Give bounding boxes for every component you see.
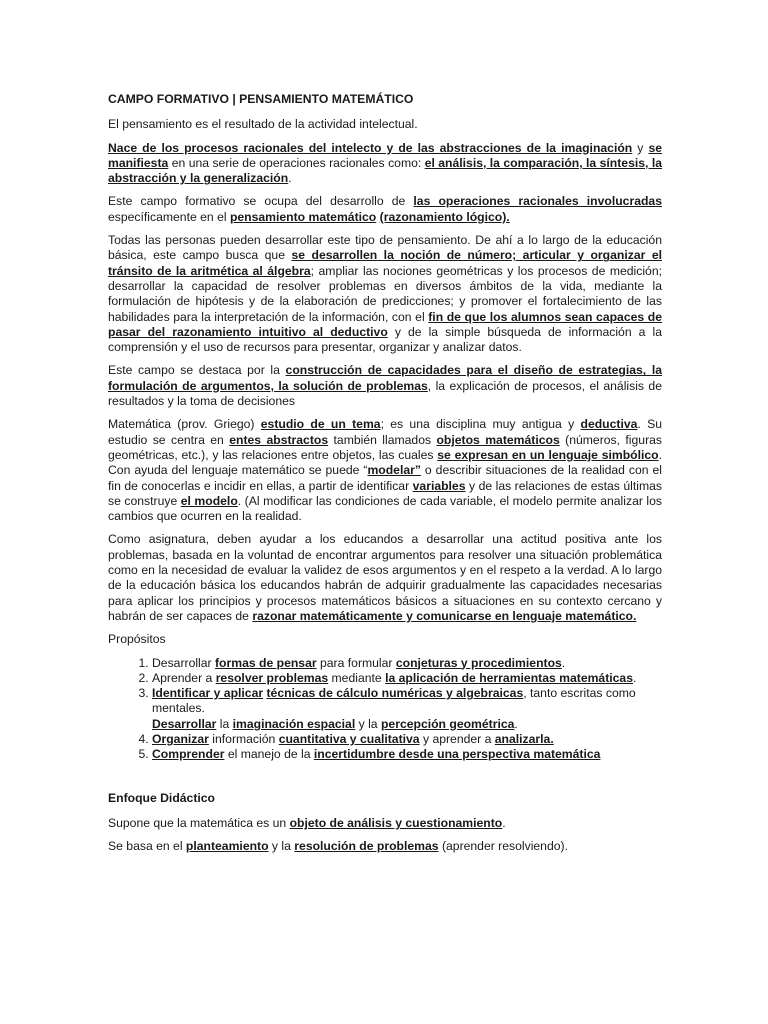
text-run: Desarrollar [152,655,215,670]
emphasis-text: planteamiento [185,839,269,854]
list-item [152,747,662,762]
emphasis-text: razonar matemáticamente y comunicarse en lenguaje matemático. [252,608,637,623]
emphasis-text: entes abstractos [229,432,329,447]
text-run: Este campo formativo se ocupa del desarrollo de [108,194,414,209]
text-run: . Con ayuda del lenguaje matemático se puede “ [108,447,662,478]
text-run: Matemática (prov. Griego) [108,417,261,432]
emphasis-text: Identificar y aplicar [152,686,264,701]
paragraph [108,839,662,854]
propositos-list [108,656,662,763]
text-run: y la [355,716,381,731]
page-title: CAMPO FORMATIVO | PENSAMIENTO MATEMÁTICO [108,92,414,106]
text-run: el manejo de la [224,747,314,762]
emphasis-text: se desarrollen la noción de número; articular y organizar el tránsito de la aritmética al álgebra [108,248,662,278]
list-item-extra [152,717,518,731]
text-run: mediante [328,670,386,685]
section-heading-propositos: Propósitos [108,632,166,647]
paragraph [108,532,662,624]
emphasis-text: fin de que los alumnos sean capaces de pasar del razonamiento intuitivo al deductivo [108,309,662,339]
paragraph [108,816,662,831]
text-run: y de la simple búsqueda de información a la comprensión y el uso de recursos para presentar, organizar y analizar datos. [108,324,662,355]
emphasis-text: incertidumbre desde una perspectiva matemática [313,747,601,762]
emphasis-text: objeto de análisis y cuestionamiento [289,815,503,830]
emphasis-text: Comprender [152,747,225,762]
emphasis-text: resolver problemas [215,670,329,685]
text-run: y aprender a [419,731,495,746]
text-run: Este campo se destaca por la [108,363,286,378]
text-run: . (Al modificar las condiciones de cada variable, el modelo permite analizar los cambios que ocurren en la realidad. [108,493,662,524]
text-run: Aprender a [152,670,216,685]
emphasis-text: variables [412,478,466,493]
emphasis-text: objetos matemáticos [436,432,560,447]
text-run: . [633,670,637,685]
text-run: ; es una disciplina muy antigua y [380,417,581,432]
emphasis-text: resolución de problemas [294,839,439,854]
emphasis-text: el modelo [180,493,238,508]
emphasis-text: conjeturas y procedimientos [395,655,562,670]
emphasis-text: pensamiento matemático [229,209,377,224]
text-run: para formular [316,655,396,670]
emphasis-text: Organizar [152,731,209,746]
text-run: (aprender resolviendo). [438,839,568,854]
list-item [152,686,662,732]
text-run: . [514,716,518,731]
emphasis-text: técnicas de cálculo numéricas y algebraicas [266,686,524,701]
text-run: . Su estudio se centra en [108,417,662,447]
emphasis-text: Nace de los procesos racionales del intelecto y de las abstracciones de la imaginación [108,140,633,155]
list-item [152,732,662,747]
text-run: información [208,731,279,746]
text-run: y [632,140,649,155]
text-run: Se basa en el [108,839,186,854]
text-run: Supone que la matemática es un [108,815,290,830]
list-item [152,671,662,686]
text-run: Como asignatura, deben ayudar a los educandos a desarrollar una actitud positiva ante los problemas, basada en la voluntad de encontrar argumentos para resolver una situación problemática como en la necesidad de evaluar la validez de esos argumentos y en el respeto a la verdad. A lo largo de la educación básica los educandos habrán de adquirir gradualmente las capacidades necesarias para aplicar los principios y procesos matemáticos básicos a situaciones en su contexto cercano y habrán de ser capaces de [108,532,662,623]
emphasis-text: la aplicación de herramientas matemáticas [385,670,633,685]
text-run: . [288,171,292,186]
text-run: ; ampliar las nociones geométricas y los procesos de medición; desarrollar la capacidad de resolver problemas en diversos ámbitos de la vida, mediante la formulación de hipótesis y de la elaboración de predicciones; y promover el fortalecimiento de las habilidades para la interpretación de la información, con el [108,263,662,324]
text-run: la [216,716,233,731]
emphasis-text: deductiva [580,417,638,432]
paragraph [108,141,662,187]
emphasis-text: imaginación espacial [232,716,356,731]
paragraph [108,363,662,409]
text-run: (números, figuras geométricas, etc.), y las relaciones entre objetos, las cuales [108,432,663,462]
emphasis-text: percepción geométrica [380,716,515,731]
emphasis-text: Desarrollar [152,716,217,731]
text-run: , tanto escritas como mentales. [152,686,636,716]
text-run: y la [268,839,295,854]
paragraph [108,233,662,355]
text-run: y de las relaciones de estas últimas se construye [108,478,662,508]
text-run: . [502,815,506,830]
emphasis-text: se expresan en un lenguaje simbólico [437,447,659,462]
document-body [108,92,662,862]
emphasis-text: (razonamiento lógico). [379,209,510,224]
emphasis-text: cuantitativa y cualitativa [278,731,420,746]
text-run: o describir situaciones de la realidad con el fin de conocerlas e incidir en ellas, a partir de identificar [108,463,662,493]
emphasis-text: se manifiesta [108,140,662,170]
text-run: . [561,655,566,670]
paragraph [108,194,662,225]
text-run: también llamados [328,432,437,447]
text-run: en una serie de operaciones racionales como: [168,155,425,170]
list-item [152,656,662,671]
paragraph [108,417,662,524]
list-item-text [152,686,636,715]
paragraph: El pensamiento es el resultado de la actividad intelectual. [108,117,418,132]
emphasis-text: formas de pensar [215,655,317,670]
emphasis-text: las operaciones racionales involucradas [413,194,662,209]
emphasis-text: estudio de un tema [260,417,381,432]
section-heading-enfoque: Enfoque Didáctico [108,790,215,805]
emphasis-text: construcción de capacidades para el diseño de estrategias, la formulación de argumentos, la solución de problemas [108,363,662,393]
emphasis-text: analizarla. [494,731,554,746]
emphasis-text: modelar” [367,463,421,478]
emphasis-text: el análisis, la comparación, la síntesis, la abstracción y la generalización [108,155,662,186]
text-run: , la explicación de procesos, el análisis de resultados y la toma de decisiones [108,378,662,409]
text-run: específicamente en el [108,209,230,224]
text-run: Todas las personas pueden desarrollar este tipo de pensamiento. De ahí a lo largo de la educación básica, este campo busca que [108,233,662,263]
